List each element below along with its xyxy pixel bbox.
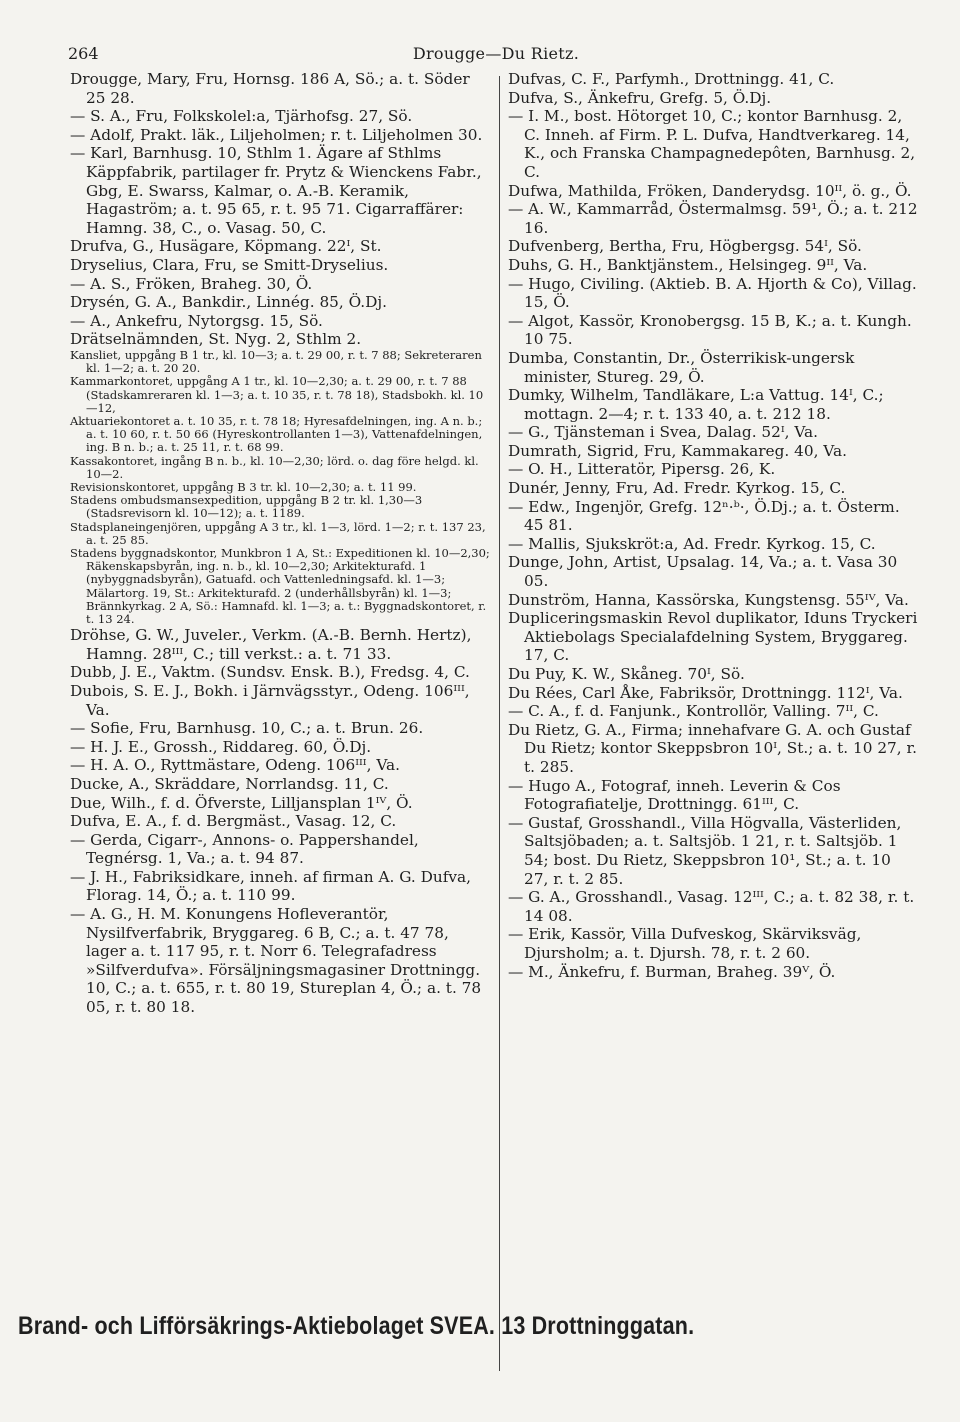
directory-entry: Du Puy, K. W., Skåneg. 70ᴵ, Sö. [508,665,745,683]
directory-entry: — Algot, Kassör, Kronobergsg. 15 B, K.; a. t. Kungh. 10 75. [508,311,912,349]
directory-entry: Dufwa, Mathilda, Fröken, Danderydsg. 10ᴵᴵ, ö. g., Ö. [508,181,912,200]
directory-entry: — A. S., Fröken, Braheg. 30, Ö. [70,274,313,293]
directory-entry: — Hugo, Civiling. (Aktieb. B. A. Hjorth & Co), Villag. 15, Ö. [508,274,917,312]
directory-entry: Stadens ombudsmansexpedition, uppgång B 2 tr. kl. 1,30—3 (Stadsrevisorn kl. 10—12); a. t. 1189. [70,493,423,521]
directory-entry: — G., Tjänsteman i Svea, Dalag. 52ᴵ, Va. [508,423,819,442]
directory-entry: — G. A., Grosshandl., Vasag. 12ᴵᴵᴵ, C.; a. t. 82 38, r. t. 14 08. [508,888,915,925]
directory-entry: — Mallis, Sjukskröt:a, Ad. Fredr. Kyrkog. 15, C. [508,534,876,553]
directory-entry: Kansliet, uppgång B 1 tr., kl. 10—3; a. t. 29 00, r. t. 7 88; Sekreteraren kl. 1—2; a. t. 20 20. [70,347,482,376]
directory-entry: — C. A., f. d. Fanjunk., Kontrollör, Valling. 7ᴵᴵ, C. [508,702,879,721]
directory-entry: — A., Ankefru, Nytorgsg. 15, Sö. [70,311,323,330]
directory-entry: — Adolf, Prakt. läk., Liljeholmen; r. t. Liljeholmen 30. [70,125,483,144]
directory-entry: — A. W., Kammarråd, Östermalmsg. 59¹, Ö.; a. t. 212 16. [508,200,918,237]
directory-entry: — I. M., bost. Hötorget 10, C.; kontor Barnhusg. 2, C. Inneh. af Firm. P. L. Dufva, Handtverkareg. 14, K., och Franska Champagnedepôten, Barnhusg. 2, C. [508,107,916,181]
directory-entry: Dumky, Wilhelm, Tandläkare, L:a Vattug. 14ᴵ, C.; mottagn. 2—4; r. t. 133 40, a. t. 212 18. [508,386,884,423]
directory-entry: — M., Änkefru, f. Burman, Braheg. 39ⱽ, Ö. [508,962,836,981]
column-divider [499,76,500,1371]
directory-entry: Dufvenberg, Bertha, Fru, Högbergsg. 54ᴵ, Sö. [508,237,862,256]
directory-entry: — Erik, Kassör, Villa Dufveskog, Skärviksväg, Djursholm; a. t. Djursh. 78, r. t. 2 60. [508,925,862,962]
right-column [508,70,918,981]
page-header [68,44,916,70]
directory-page [68,44,918,1384]
directory-entry: — H. A. O., Ryttmästare, Odeng. 106ᴵᴵᴵ, Va. [70,756,400,775]
left-column [70,70,490,1017]
directory-entry: Kammarkontoret, uppgång A 1 tr., kl. 10—2,30; a. t. 29 00, r. t. 7 88 (Stadskamreraren kl. 1—3; a. t. 10 35, r. t. 78 18), Stadsbokh. kl. 10—12, [70,374,484,415]
directory-entry: Dunström, Hanna, Kassörska, Kungstensg. 55ᴵⱽ, Va. [508,590,909,609]
directory-entry: Revisionskontoret, uppgång B 3 tr. kl. 10—2,30; a. t. 11 99. [70,479,417,494]
directory-entry: Dubb, J. E., Vaktm. (Sundsv. Ensk. B.), Fredsg. 4, C. [70,663,470,682]
directory-entry: — S. A., Fru, Folkskolel:a, Tjärhofsg. 27, Sö. [70,107,413,126]
directory-entry: Dumba, Constantin, Dr., Österrikisk-ungersk minister, Stureg. 29, Ö. [508,348,855,386]
directory-entry: Dufva, E. A., f. d. Bergmäst., Vasag. 12, C. [70,812,397,831]
directory-entry: Dufva, S., Änkefru, Grefg. 5, Ö.Dj. [508,88,772,107]
directory-entry: — Hugo A., Fotograf, inneh. Leverin & Cos Fotografiatelje, Drottningg. 61ᴵᴵᴵ, C. [508,776,841,814]
directory-entry: — H. J. E., Grossh., Riddareg. 60, Ö.Dj. [70,737,372,756]
directory-entry: Stadsplaneingenjören, uppgång A 3 tr., kl. 1—3, lörd. 1—2; r. t. 137 23, a. t. 25 85. [70,519,486,547]
directory-entry: Aktuariekontoret a. t. 10 35, r. t. 78 18; Hyresafdelningen, ing. A n. b.; a. t. 10 60, r. t. 50 66 (Hyreskontrollanten 1—3), Vattenafdelningen, ing. B n. b.; a. t. 25 11, r. t. 68 99. [70,413,483,455]
directory-entry: Du Rietz, G. A., Firma; innehafvare G. A. och Gustaf Du Rietz; kontor Skeppsbron 10ᴵ, St.; a. t. 10 27, r. t. 285. [508,720,918,776]
directory-entry: Kassakontoret, ingång B n. b., kl. 10—2,30; lörd. o. dag före helgd. kl. 10—2. [70,453,479,481]
directory-entry: Du Rées, Carl Åke, Fabriksör, Drottningg. 112ᴵ, Va. [508,683,903,702]
directory-entry: Dufvas, C. F., Parfymh., Drottningg. 41, C. [508,70,835,88]
directory-entry: — Gerda, Cigarr-, Annons- o. Pappershandel, Tegnérsg. 1, Va.; a. t. 94 87. [70,830,419,868]
directory-entry: — J. H., Fabriksidkare, inneh. af firman A. G. Dufva, Florag. 14, Ö.; a. t. 110 99. [70,867,472,905]
directory-entry: Dumrath, Sigrid, Fru, Kammakareg. 40, Va. [508,441,847,460]
directory-entry: — Sofie, Fru, Barnhusg. 10, C.; a. t. Brun. 26. [70,719,424,738]
directory-entry: Duhs, G. H., Banktjänstem., Helsingeg. 9ᴵᴵ, Va. [508,255,868,274]
directory-entry: Drätselnämnden, St. Nyg. 2, Sthlm 2. [70,330,362,349]
directory-entry: — Gustaf, Grosshandl., Villa Högvalla, Västerliden, Saltsjöbaden; a. t. Saltsjöb. 1 21, r. t. Saltsjöb. 1 54; bost. Du Rietz, Skeppsbron 10¹, St.; a. t. 10 27, r. t. 2 85. [508,813,902,888]
directory-entry: Due, Wilh., f. d. Öfverste, Lilljansplan 1ᴵⱽ, Ö. [70,793,413,812]
directory-entry: Drougge, Mary, Fru, Hornsg. 186 A, Sö.; a. t. Söder 25 28. [70,70,470,107]
directory-entry: — O. H., Litteratör, Pipersg. 26, K. [508,460,776,479]
directory-entry: — Karl, Barnhusg. 10, Sthlm 1. Ägare af Sthlms Käppfabrik, partilager fr. Prytz & Wienckens Fabr., Gbg, E. Swarss, Kalmar, o. A.-B. Keramik, Hagaström; a. t. 95 65, r. t. 95 71. Cigarraffärer: Hamng. 38, C., o. Vasag. 50, C. [70,144,482,237]
directory-entry: Dunge, John, Artist, Upsalag. 14, Va.; a. t. Vasa 30 05. [508,553,898,591]
running-head: Drougge—Du Rietz. [412,44,580,63]
directory-entry: Dupliceringsmaskin Revol duplikator, Iduns Tryckeri Aktiebolags Specialafdelning System, Bryggareg. 17, C. [508,609,918,665]
page-number: 264 [68,44,99,63]
advertisement-footer: Brand- och Lifförsäkrings-Aktiebolaget SVEA. 13 Drottninggatan. [18,1312,695,1340]
directory-entry: Drufva, G., Husägare, Köpmang. 22ᴵ, St. [70,237,382,256]
directory-entry: Dunér, Jenny, Fru, Ad. Fredr. Kyrkog. 15, C. [508,479,846,498]
directory-entry: Stadens byggnadskontor, Munkbron 1 A, St.: Expeditionen kl. 10—2,30; Räkenskapsbyrån, ing. n. b., kl. 10—2,30; Arkitekturafd. 1 (nybyggnadsbyrån), Gatuafd. och Vattenledningsafd. kl. 1—3; Mälartorg. 19, St.: Arkitekturafd. 2 (underhållsbyrån) kl. 1—3; Brännkyrkag. 2 A, Sö.: Hamnafd. kl. 1—3; a. t.: Byggnadskontoret, r. t. 13 24. [70,545,490,626]
directory-entry: Dröhse, G. W., Juveler., Verkm. (A.-B. Bernh. Hertz), Hamng. 28ᴵᴵᴵ, C.; till verkst.: a. t. 71 33. [70,626,472,663]
directory-entry: Dryselius, Clara, Fru, se Smitt-Dryselius. [70,255,389,274]
directory-entry: — A. G., H. M. Konungens Hofleverantör, Nysilfverfabrik, Bryggareg. 6 B, C.; a. t. 47 78, lager a. t. 117 95, r. t. Norr 6. Telegrafadress »Silfverdufva». Försäljningsmagasiner Drottningg. 10, C.; a. t. 655, r. t. 80 19, Stureplan 4, Ö.; a. t. 78 05, r. t. 80 18. [70,905,482,1017]
directory-entry: — Edw., Ingenjör, Grefg. 12ⁿ·ᵇ·, Ö.Dj.; a. t. Österm. 45 81. [508,497,900,535]
directory-entry: Drysén, G. A., Bankdir., Linnég. 85, Ö.Dj. [70,293,388,312]
directory-entry: Ducke, A., Skräddare, Norrlandsg. 11, C. [70,774,389,793]
directory-entry: Dubois, S. E. J., Bokh. i Järnvägsstyr., Odeng. 106ᴵᴵᴵ, Va. [70,681,470,719]
